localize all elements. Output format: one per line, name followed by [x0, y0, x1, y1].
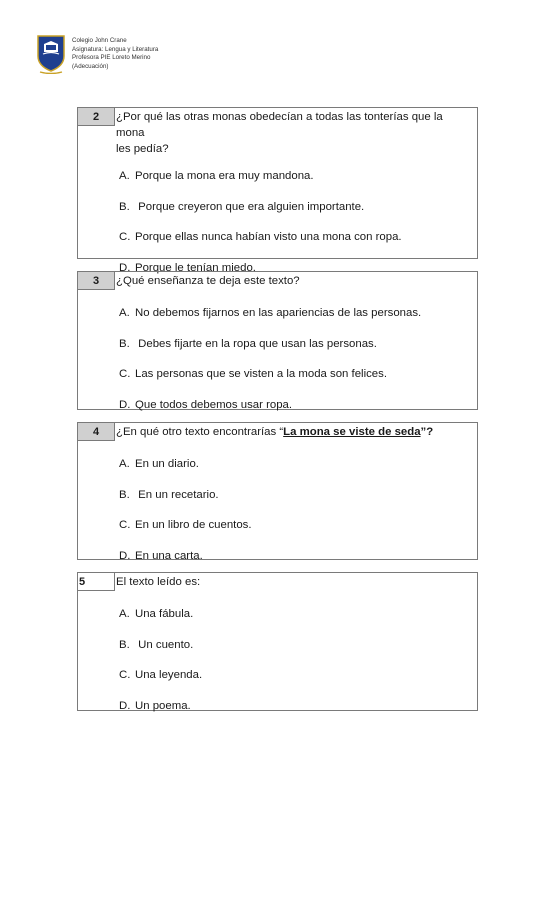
question-box-3	[77, 271, 478, 410]
question-text-line-2: les pedía?	[116, 143, 169, 155]
question-box-5	[77, 572, 478, 711]
option-b[interactable]: B. En un recetario.	[119, 488, 219, 501]
question-number: 2	[78, 108, 115, 126]
option-c[interactable]: C. En un libro de cuentos.	[119, 519, 252, 531]
option-a[interactable]: A. No debemos fijarnos en las apariencias de las personas.	[119, 307, 422, 319]
school-crest-icon	[36, 34, 66, 74]
options-list	[78, 449, 477, 571]
question-box-4	[77, 422, 478, 560]
question-text: ¿Qué enseñanza te deja este texto?	[116, 275, 300, 287]
option-b[interactable]: B. Un cuento.	[119, 638, 194, 651]
option-c[interactable]: C. Las personas que se visten a la moda son felices.	[119, 368, 388, 380]
school-name: Colegio John Crane	[72, 37, 127, 44]
subject-line: Asignatura: Lengua y Literatura	[72, 45, 159, 53]
option-c[interactable]: C. Porque ellas nunca habían visto una mona con ropa.	[119, 231, 402, 243]
option-d[interactable]: D. Porque le tenían miedo.	[119, 261, 256, 274]
option-a[interactable]: A. Porque la mona era muy mandona.	[119, 170, 314, 182]
option-d[interactable]: D. En una carta.	[119, 549, 203, 562]
option-d[interactable]: D. Un poema.	[119, 699, 191, 712]
question-box-2	[77, 107, 478, 274]
option-b[interactable]: B. Porque creyeron que era alguien importante.	[119, 200, 365, 213]
teacher-line: Profesora PIE Loreto Merino	[72, 54, 151, 62]
question-number: 5	[78, 573, 115, 591]
options-list	[78, 298, 477, 420]
option-c[interactable]: C. Una leyenda.	[119, 669, 203, 681]
option-d[interactable]: D. Que todos debemos usar ropa.	[119, 398, 293, 411]
question-text	[115, 108, 477, 141]
option-b[interactable]: B. Debes fijarte en la ropa que usan las personas.	[119, 337, 377, 350]
school-info	[72, 34, 158, 74]
question-text: El texto leído es:	[116, 576, 201, 588]
option-a[interactable]: A. Una fábula.	[119, 608, 194, 620]
options-list	[78, 599, 477, 721]
page-header	[36, 34, 158, 74]
options-list	[78, 161, 477, 283]
question-text-line-1: ¿Por qué las otras monas obedecían a todas las tonterías que la mona	[116, 111, 443, 139]
story-title: La mona se viste de seda	[283, 426, 421, 438]
question-number: 4	[78, 423, 115, 441]
question-number: 3	[78, 272, 115, 290]
adaptation-note: (Adecuación)	[72, 62, 109, 70]
question-text: ¿En qué otro texto encontrarías “La mona se viste de seda”?	[116, 426, 434, 438]
option-a[interactable]: A. En un diario.	[119, 458, 199, 470]
